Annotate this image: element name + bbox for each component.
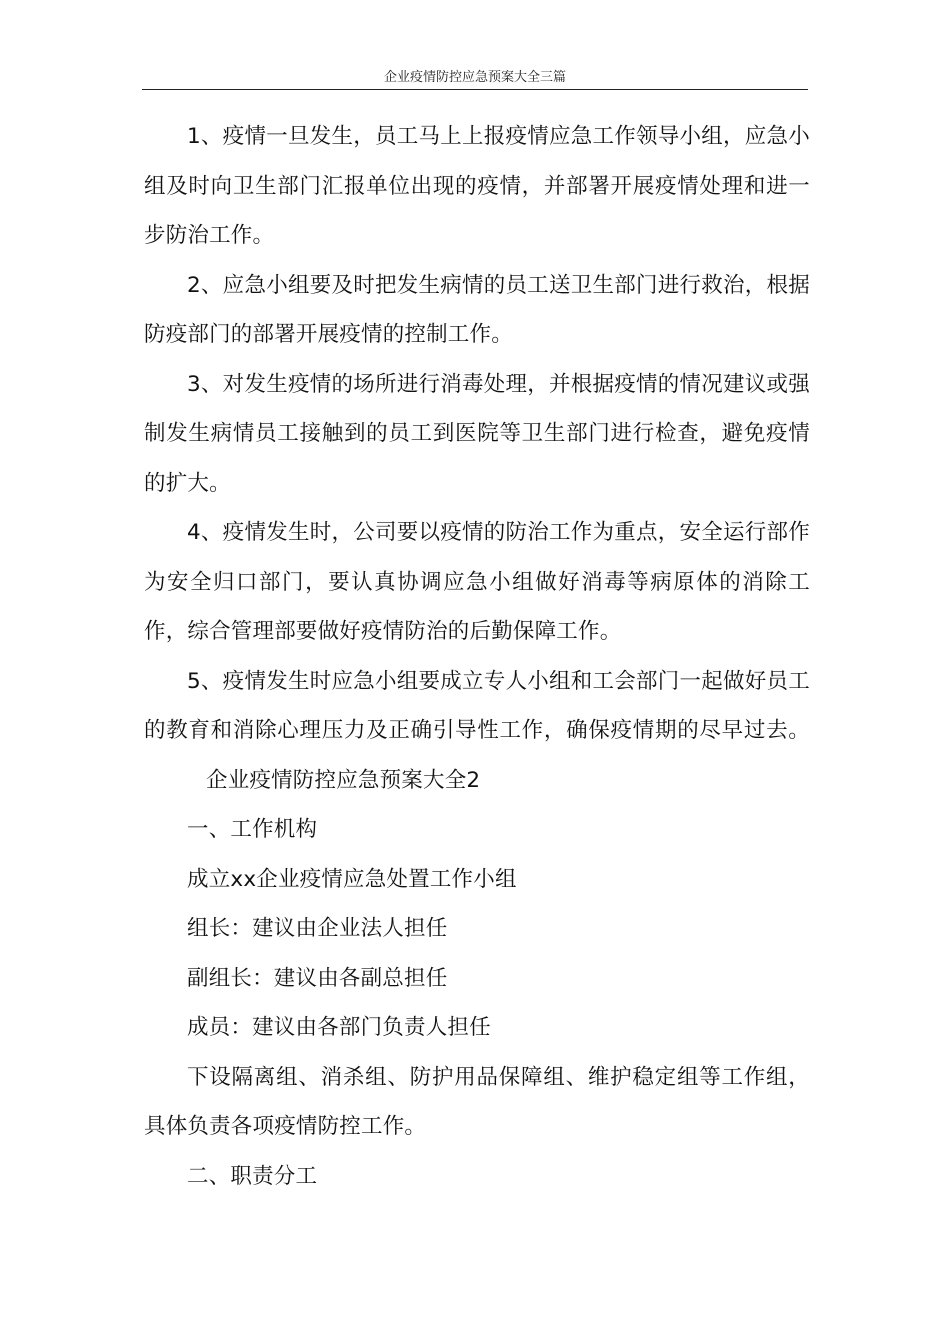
paragraph-establish-group: 成立xx企业疫情应急处置工作小组 <box>187 866 517 892</box>
paragraph-deputy-leader: 副组长：建议由各副总担任 <box>187 965 448 991</box>
paragraph-4: 4、疫情发生时，公司要以疫情的防治工作为重点，安全运行部作为安全归口部门，要认真协调应急小组做好消毒等病原体的消除工作，综合管理部要做好疫情防治的后勤保障工作。 <box>144 520 810 644</box>
paragraph-2: 2、应急小组要及时把发生病情的员工送卫生部门进行救治，根据防疫部门的部署开展疫情的控制工作。 <box>144 272 810 347</box>
paragraph-group-leader: 组长：建议由企业法人担任 <box>187 916 448 941</box>
document-body <box>144 112 810 1201</box>
heading-responsibilities: 二、职责分工 <box>187 1163 318 1189</box>
heading-work-organization: 一、工作机构 <box>187 817 318 842</box>
paragraph-1: 1、疫情一旦发生，员工马上上报疫情应急工作领导小组，应急小组及时向卫生部门汇报单位出现的疫情，并部署开展疫情处理和进一步防治工作。 <box>144 124 810 248</box>
paragraph-3: 3、对发生疫情的场所进行消毒处理，并根据疫情的情况建议或强制发生病情员工接触到的员工到医院等卫生部门进行检查，避免疫情的扩大。 <box>144 371 810 496</box>
paragraph-5-text: 5、疫情发生时应急小组要成立专人小组和工会部门一起做好员工的教育和消除心理压力及正确引导性工作，确保疫情期的尽早过去。 <box>144 668 810 743</box>
header-title: 企业疫情防控应急预案大全三篇 <box>383 70 566 85</box>
section-2-title: 企业疫情防控应急预案大全2 <box>206 767 481 793</box>
paragraph-working-groups: 下设隔离组、消杀组、防护用品保障组、维护稳定组等工作组，具体负责各项疫情防控工作。 <box>144 1064 810 1139</box>
paragraph-5 <box>144 657 810 806</box>
page-header <box>142 66 808 90</box>
paragraph-members: 成员：建议由各部门负责人担任 <box>187 1015 491 1040</box>
